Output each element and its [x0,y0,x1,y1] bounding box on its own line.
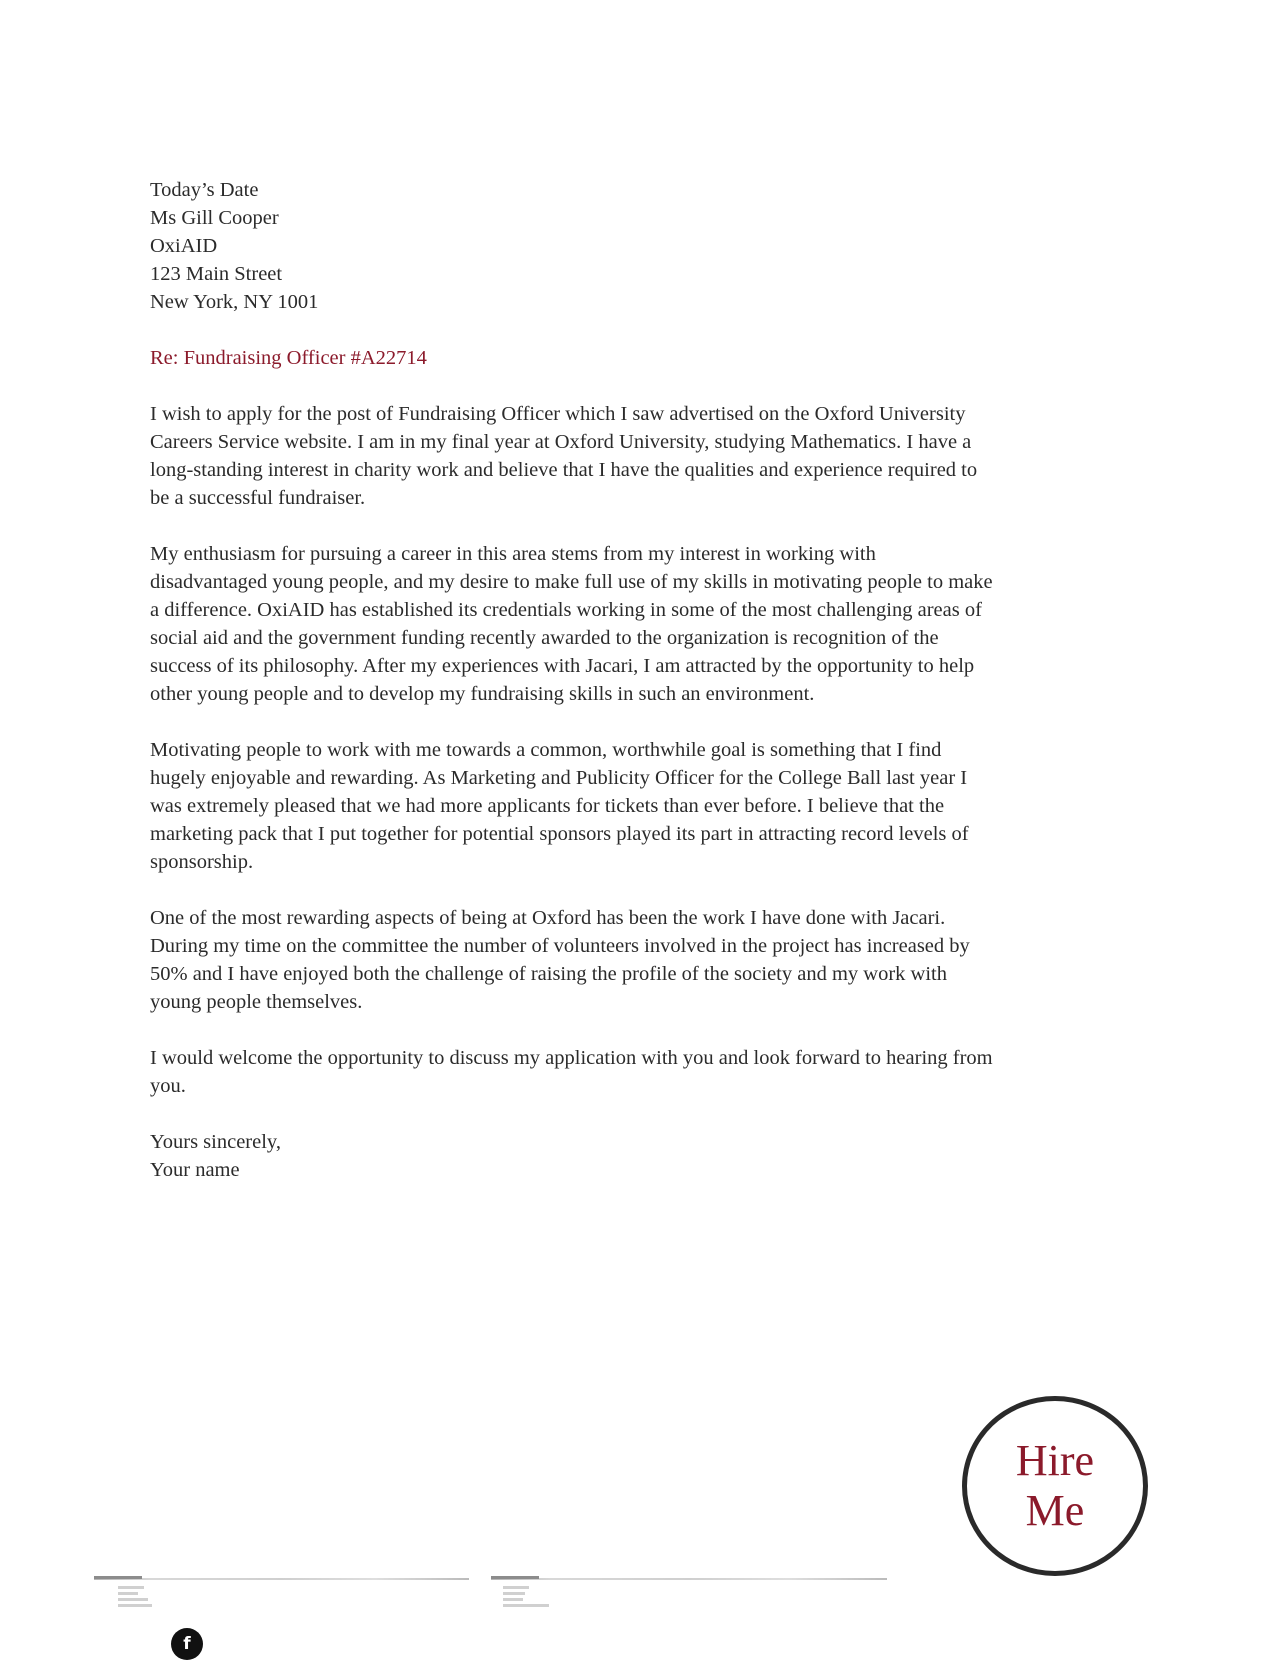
subject-line: Re: Fundraising Officer #A22714 [150,347,427,369]
footer-placeholder-left [118,1586,154,1610]
stamp-line-2: Me [1025,1486,1085,1535]
hire-me-stamp [962,1396,1148,1576]
body-paragraph-2: My enthusiasm for pursuing a career in this area stems from my interest in working with disadvantaged young people, and my desire to make full use of my skills in motivating people to make a difference. OxiAID has established its credentials working in some of the most challenging areas of social aid and the government funding recently awarded to the organization is recognition of the success of its philosophy. After my experiences with Jacari, I am attracted by the opportunity to help other young people and to develop my fundraising skills in such an environment. [150,543,993,705]
body-paragraph-5: I would welcome the opportunity to discuss my application with you and look forward to hearing from you. [150,1047,993,1097]
footer-divider-left [94,1578,469,1580]
recipient-street: 123 Main Street [150,263,283,285]
sign-off: Yours sincerely, [150,1131,281,1153]
signature-name: Your name [150,1159,240,1181]
body-paragraph-4: One of the most rewarding aspects of being at Oxford has been the work I have done with Jacari. During my time on the committee the number of volunteers involved in the project has increased by 50% and I have enjoyed both the challenge of raising the profile of the society and my work with young people themselves. [150,907,970,1013]
letter-date: Today’s Date [150,179,259,201]
address-block [150,176,1000,316]
footer-divider-tab [491,1576,539,1579]
body-paragraph-3: Motivating people to work with me towards a common, worthwhile goal is something that I find hugely enjoyable and rewarding. As Marketing and Publicity Officer for the College Ball last year I was extremely pleased that we had more applicants for tickets than ever before. I believe that the marketing pack that I put together for potential sponsors played its part in attracting record levels of sponsorship. [150,739,969,873]
recipient-organization: OxiAID [150,235,218,257]
cover-letter [150,176,1000,1184]
closing-block [150,1128,1000,1184]
body-paragraph-1: I wish to apply for the post of Fundraising Officer which I saw advertised on the Oxford University Careers Service website. I am in my final year at Oxford University, studying Mathematics. I have a long-standing interest in charity work and believe that I have the qualities and experience required to be a successful fundraiser. [150,403,978,509]
stamp-line-1: Hire [1015,1436,1095,1485]
recipient-name: Ms Gill Cooper [150,207,279,229]
footer-divider-right [491,1578,887,1580]
facebook-icon[interactable]: f [171,1628,203,1660]
footer-divider-tab [94,1576,142,1579]
recipient-city: New York, NY 1001 [150,291,319,313]
footer-placeholder-right [503,1586,539,1610]
